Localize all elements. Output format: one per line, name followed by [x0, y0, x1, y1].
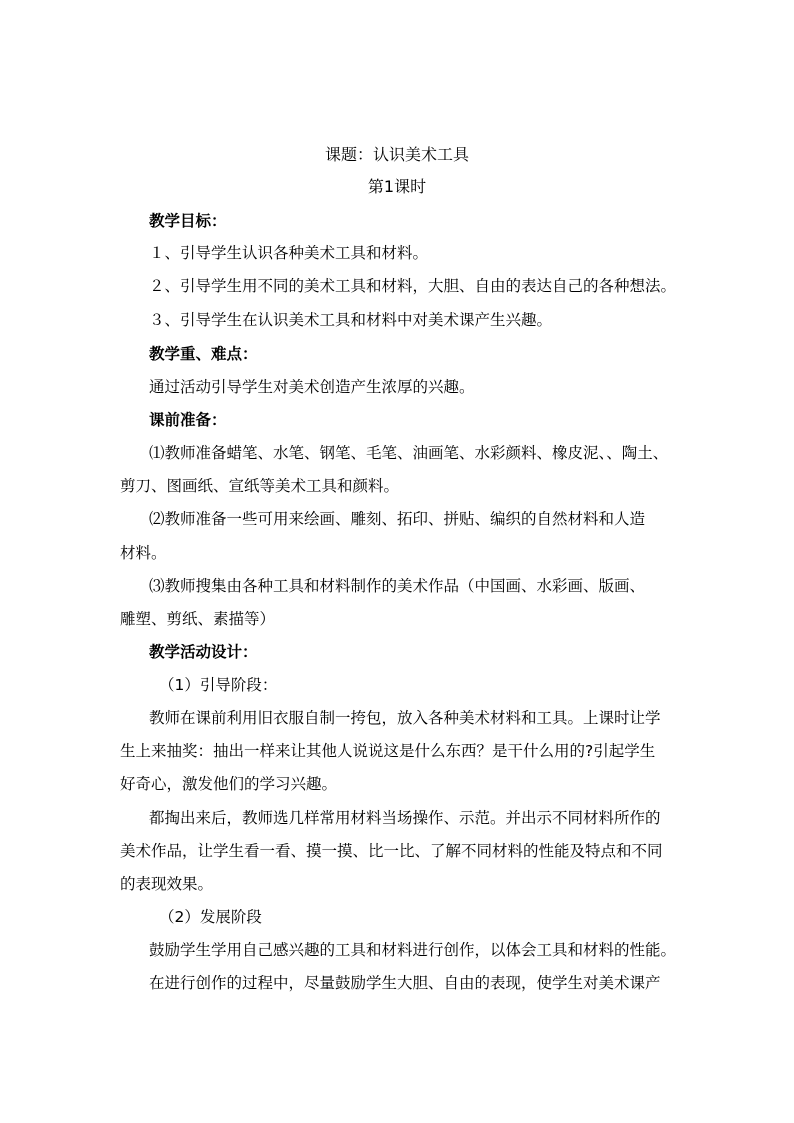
preparation-item-line: 材料。 — [120, 544, 167, 562]
paragraph-line: 美术作品，让学生看一看、摸一摸、比一比、了解不同材料的性能及特点和不同 — [120, 842, 663, 860]
paragraph-line: 在进行创作的过程中，尽量鼓励学生大胆、自由的表现，使学生对美术课产 — [149, 974, 661, 992]
key-points-heading: 教学重、难点： — [149, 345, 258, 363]
goal-item: ２、引导学生用不同的美术工具和材料，大胆、自由的表达自己的各种想法。 — [149, 277, 677, 295]
preparation-item-line: ⑵教师准备一些可用来绘画、雕刻、拓印、拼贴、编织的自然材料和人造 — [149, 510, 646, 528]
lesson-period: 第1课时 — [367, 177, 427, 196]
paragraph-line: 都掏出来后，教师选几样常用材料当场操作、示范。并出示不同材料所作的 — [149, 809, 661, 827]
key-points-text: 通过活动引导学生对美术创造产生浓厚的兴趣。 — [149, 378, 475, 396]
lesson-title: 课题：认识美术工具 — [324, 145, 469, 164]
preparation-item-line: ⑶教师搜集由各种工具和材料制作的美术作品（中国画、水彩画、版画、 — [149, 577, 646, 595]
goals-heading: 教学目标： — [149, 212, 227, 230]
preparation-item-line: 雕塑、剪纸、素描等） — [120, 610, 276, 628]
paragraph-line: 的表现效果。 — [120, 875, 214, 893]
preparation-heading: 课前准备： — [149, 411, 227, 429]
goal-item: １、引导学生认识各种美术工具和材料。 — [149, 244, 429, 262]
stage2-title: （2）发展阶段 — [159, 908, 262, 926]
stage1-title: （1）引导阶段： — [159, 676, 278, 694]
paragraph-line: 生上来抽奖：抽出一样来让其他人说说这是什么东西？是干什么用的?引起学生 — [120, 742, 656, 760]
goal-item: ３、引导学生在认识美术工具和材料中对美术课产生兴趣。 — [149, 311, 553, 329]
activity-design-heading: 教学活动设计： — [149, 643, 258, 661]
preparation-item-line: ⑴教师准备蜡笔、水笔、钢笔、毛笔、油画笔、水彩颜料、橡皮泥、、陶土、 — [149, 444, 669, 462]
paragraph-line: 教师在课前利用旧衣服自制一挎包，放入各种美术材料和工具。上课时让学 — [149, 709, 661, 727]
preparation-item-line: 剪刀、图画纸、宣纸等美术工具和颜料。 — [120, 477, 400, 495]
paragraph-line: 鼓励学生学用自己感兴趣的工具和材料进行创作，以体会工具和材料的性能。 — [149, 941, 677, 959]
paragraph-line: 好奇心，激发他们的学习兴趣。 — [120, 775, 338, 793]
